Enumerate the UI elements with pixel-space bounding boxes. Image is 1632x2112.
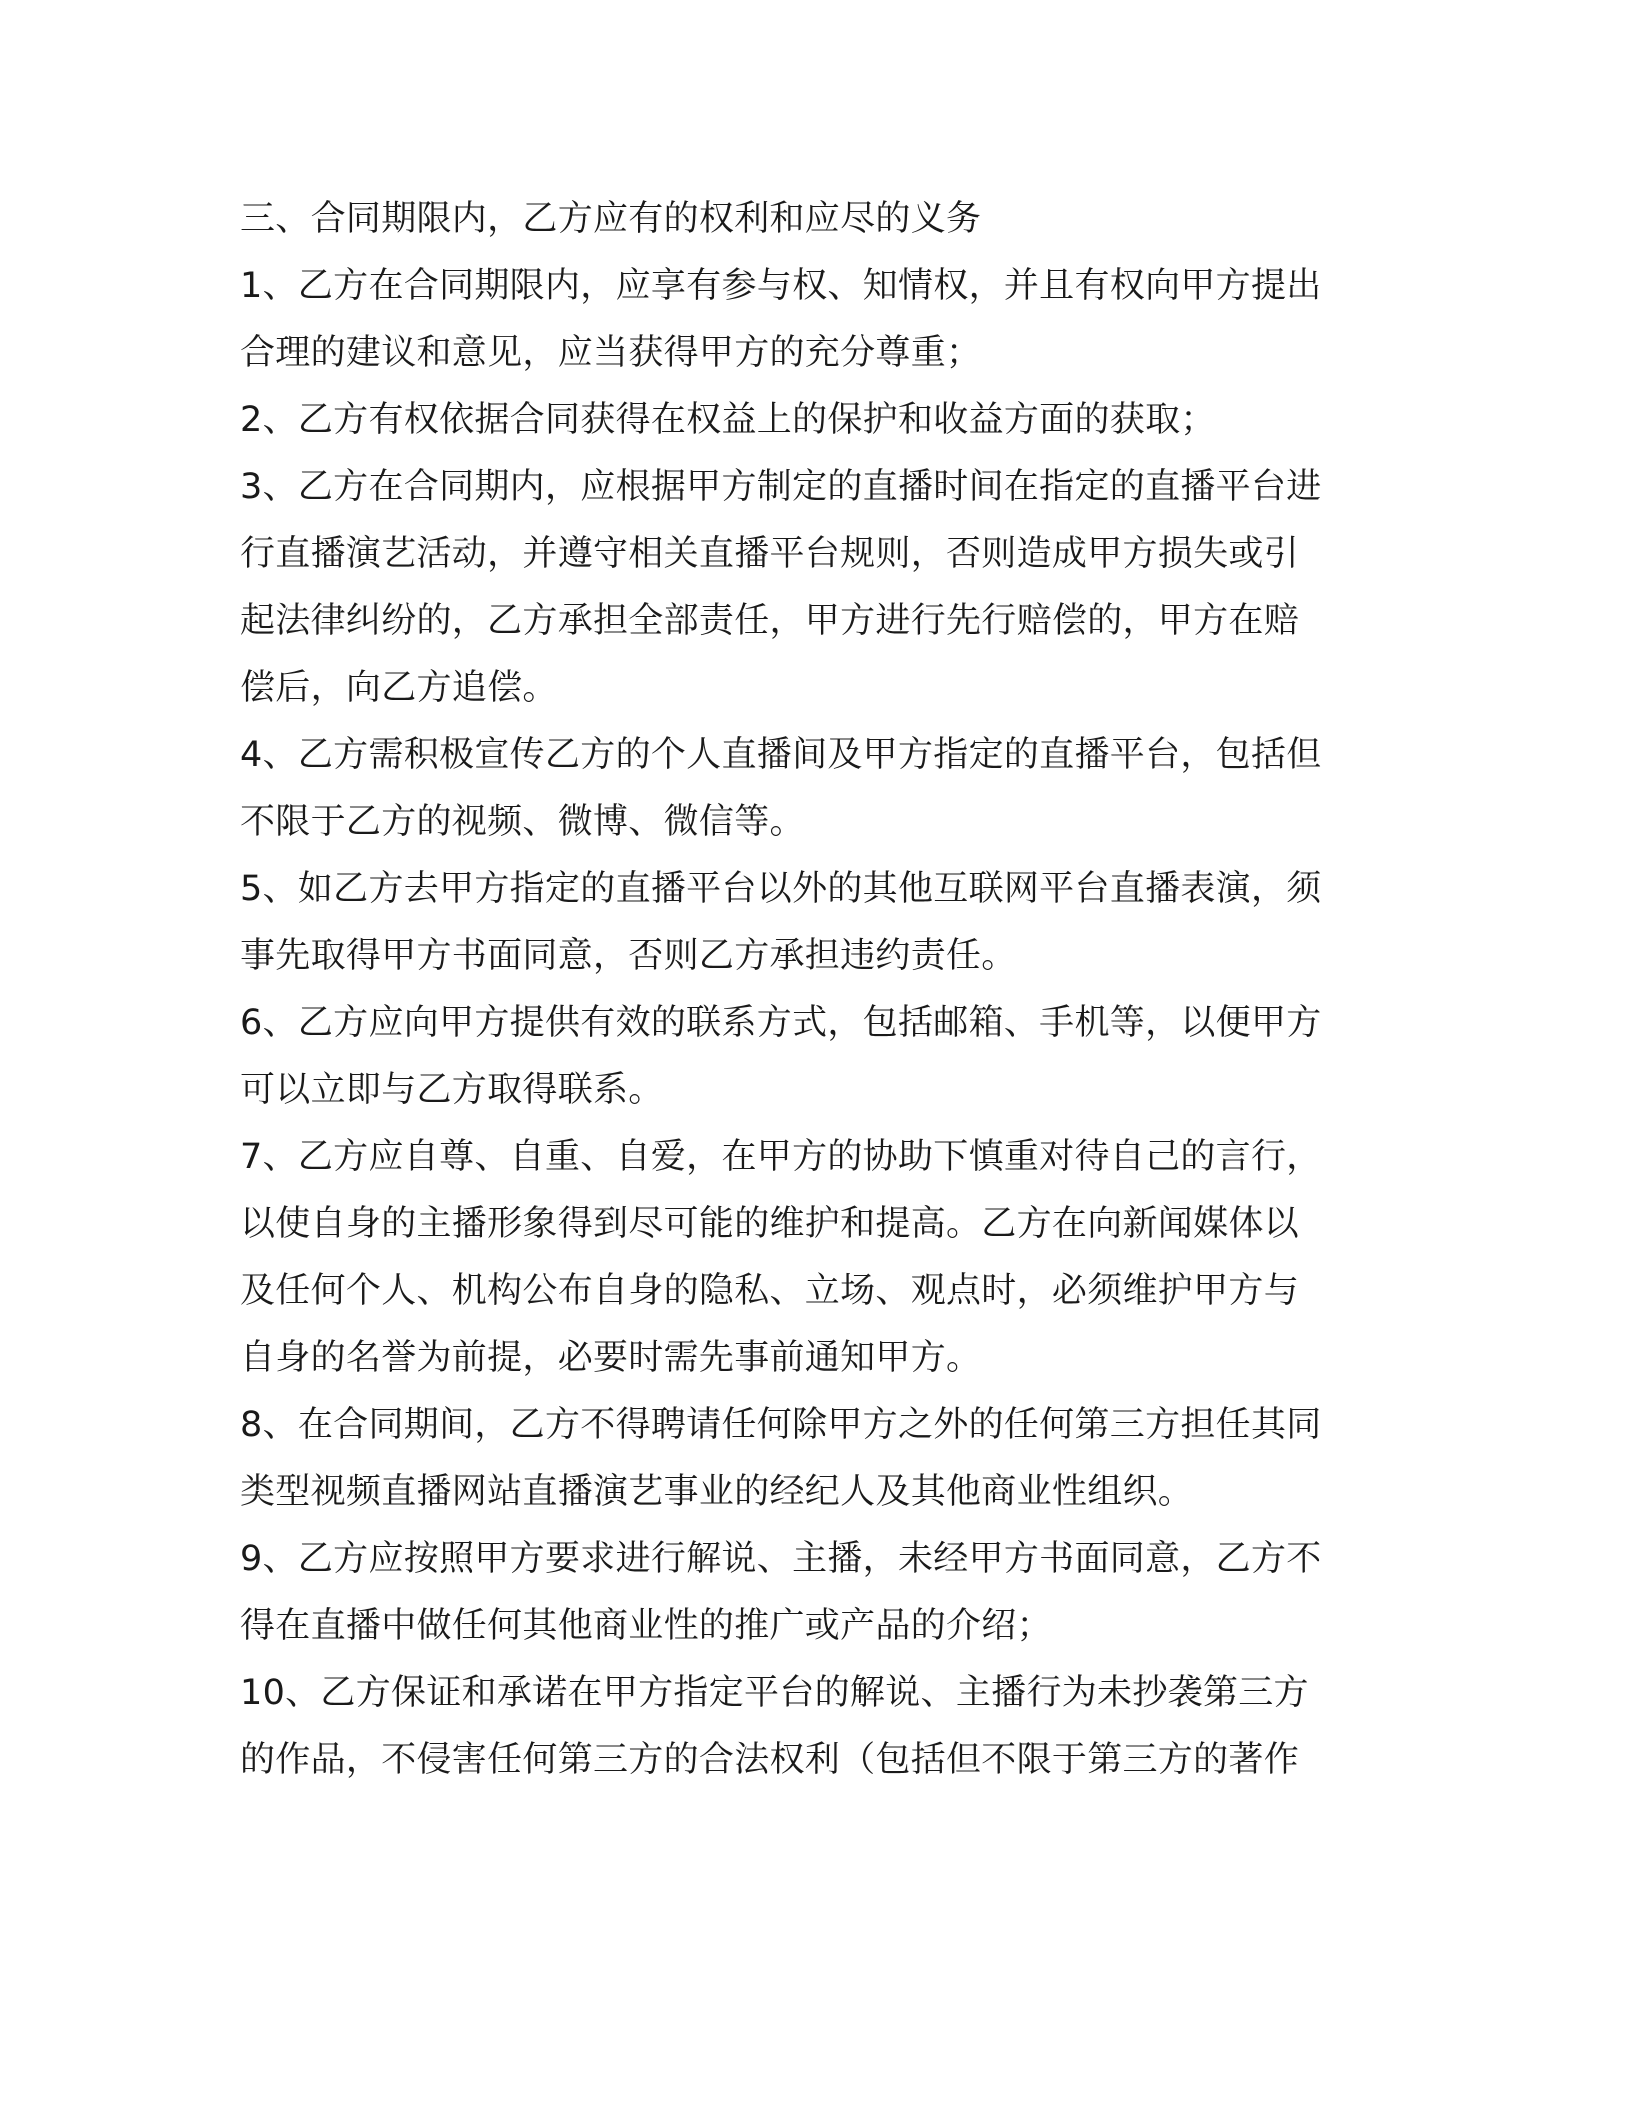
text-line: 4、乙方需积极宣传乙方的个人直播间及甲方指定的直播平台，包括但 bbox=[240, 735, 1322, 775]
text-line: 得在直播中做任何其他商业性的推广或产品的介绍； bbox=[240, 1606, 1052, 1646]
text-line: 3、乙方在合同期内，应根据甲方制定的直播时间在指定的直播平台进 bbox=[240, 467, 1322, 507]
text-line: 6、乙方应向甲方提供有效的联系方式，包括邮箱、手机等，以便甲方 bbox=[240, 1003, 1322, 1043]
text-line: 10、乙方保证和承诺在甲方指定平台的解说、主播行为未抄袭第三方 bbox=[240, 1673, 1309, 1713]
section-heading: 三、合同期限内，乙方应有的权利和应尽的义务 bbox=[240, 199, 982, 239]
text-line: 的作品，不侵害任何第三方的合法权利（包括但不限于第三方的著作 bbox=[240, 1740, 1300, 1780]
text-line: 及任何个人、机构公布自身的隐私、立场、观点时，必须维护甲方与 bbox=[240, 1271, 1300, 1311]
text-line: 合理的建议和意见，应当获得甲方的充分尊重； bbox=[240, 333, 982, 373]
text-line: 7、乙方应自尊、自重、自爱，在甲方的协助下慎重对待自己的言行， bbox=[240, 1137, 1322, 1177]
text-line: 5、如乙方去甲方指定的直播平台以外的其他互联网平台直播表演，须 bbox=[240, 869, 1322, 909]
text-line: 自身的名誉为前提，必要时需先事前通知甲方。 bbox=[240, 1338, 982, 1378]
text-line: 不限于乙方的视频、微博、微信等。 bbox=[240, 802, 805, 842]
text-line: 类型视频直播网站直播演艺事业的经纪人及其他商业性组织。 bbox=[240, 1472, 1194, 1512]
text-line: 事先取得甲方书面同意，否则乙方承担违约责任。 bbox=[240, 936, 1017, 976]
contract-body bbox=[240, 186, 1400, 1794]
text-line: 起法律纠纷的，乙方承担全部责任，甲方进行先行赔偿的，甲方在赔 bbox=[240, 601, 1300, 641]
text-line: 可以立即与乙方取得联系。 bbox=[240, 1070, 664, 1110]
text-line: 行直播演艺活动，并遵守相关直播平台规则，否则造成甲方损失或引 bbox=[240, 534, 1300, 574]
text-line: 1、乙方在合同期限内，应享有参与权、知情权，并且有权向甲方提出 bbox=[240, 266, 1322, 306]
text-line: 偿后，向乙方追偿。 bbox=[240, 668, 558, 708]
text-line: 9、乙方应按照甲方要求进行解说、主播，未经甲方书面同意，乙方不 bbox=[240, 1539, 1322, 1579]
text-line: 以使自身的主播形象得到尽可能的维护和提高。乙方在向新闻媒体以 bbox=[240, 1204, 1300, 1244]
text-line: 2、乙方有权依据合同获得在权益上的保护和收益方面的获取； bbox=[240, 400, 1216, 440]
text-line: 8、在合同期间，乙方不得聘请任何除甲方之外的任何第三方担任其同 bbox=[240, 1405, 1322, 1445]
